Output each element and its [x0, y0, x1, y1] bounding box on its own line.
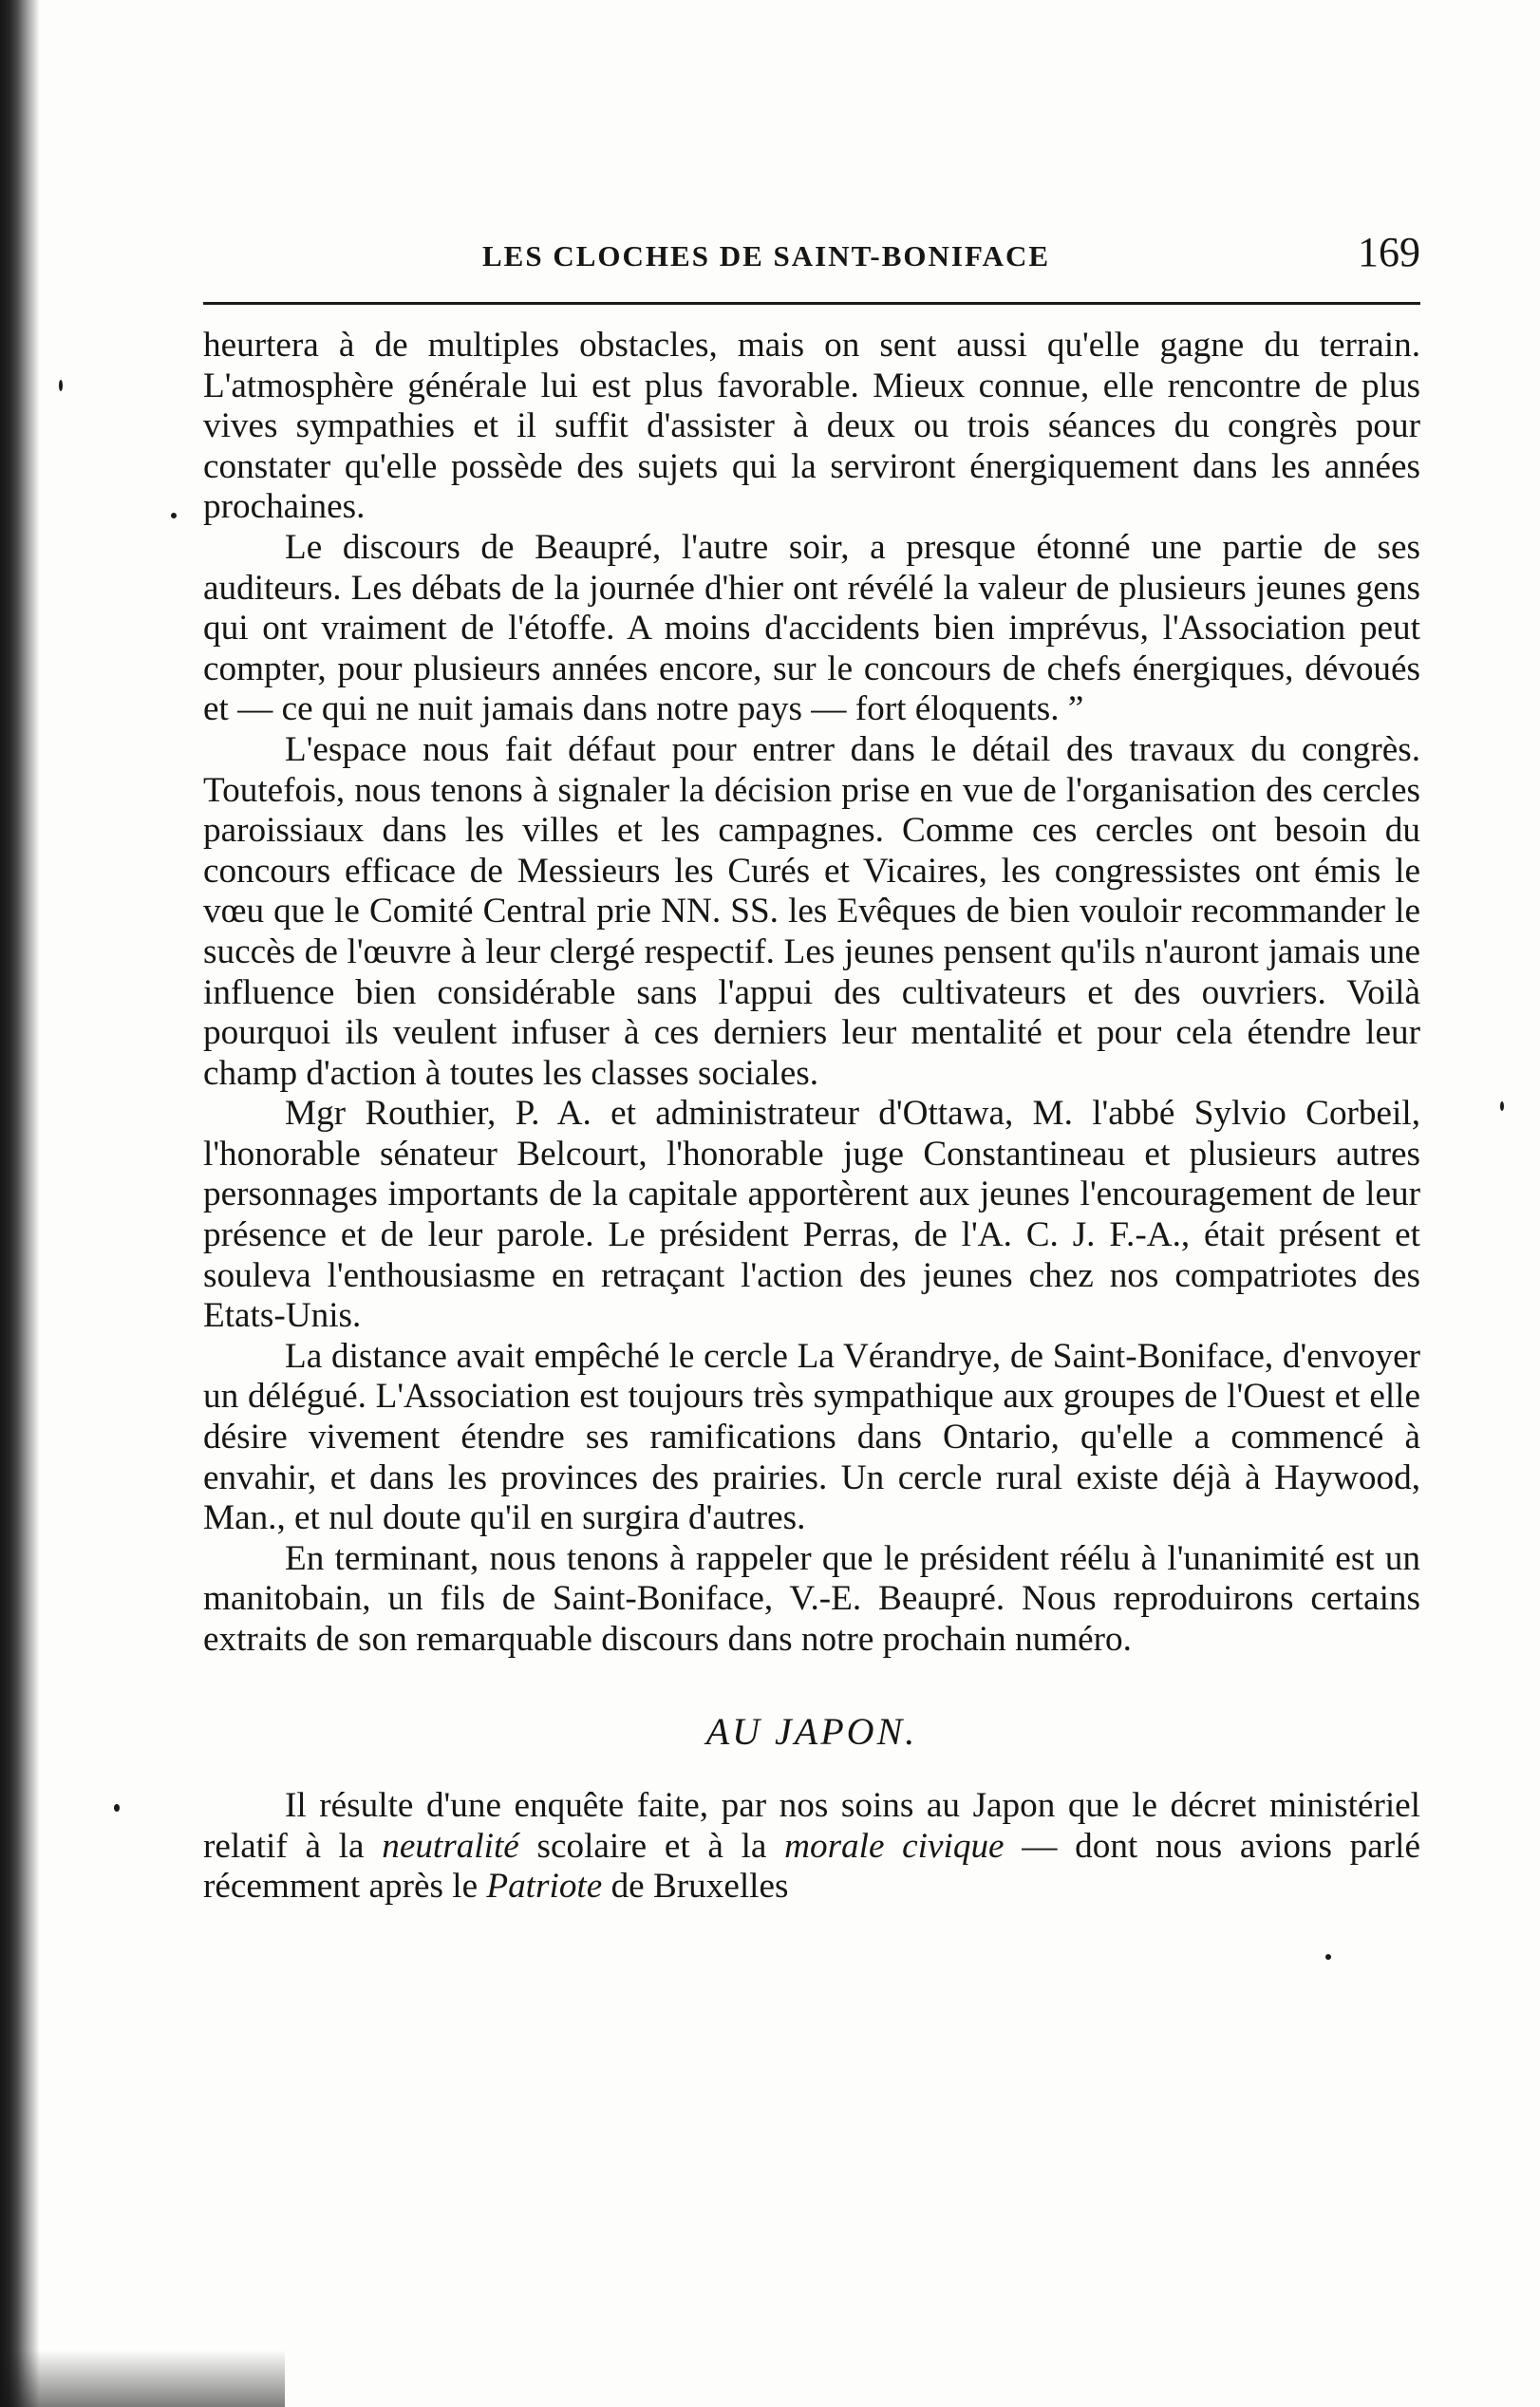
book-binding-edge: [0, 0, 40, 2407]
italic-term: morale civique: [784, 1826, 1005, 1866]
paragraph-6: En terminant, nous tenons à rappeler que le président réélu à l'unanimité est un manitobain, un fils de Saint-Boniface, V.-E. Beaupré. Nous reproduirons certains extraits de son remarquable discours dans notre prochain numéro.: [203, 1538, 1420, 1659]
paragraph-2: Le discours de Beaupré, l'autre soir, a presque étonné une partie de ses auditeurs. Les débats de la journée d'hier ont révélé la valeur de plusieurs jeunes gens qui ont vraiment de l'étoffe. A moins d'accidents bien imprévus, l'Association peut compter, pour plusieurs années encore, sur le concours de chefs énergiques, dévoués et — ce qui ne nuit jamais dans notre pays — fort éloquents. ”: [203, 527, 1420, 729]
paragraph-5: La distance avait empêché le cercle La Vérandrye, de Saint-Boniface, d'envoyer un délégué. L'Association est toujours très sympathique aux groupes de l'Ouest et elle désire vivement étendre ses ramifications dans Ontario, qu'elle a commencé à envahir, et dans les provinces des prairies. Un cercle rural existe déjà à Haywood, Man., et nul doute qu'il en surgira d'autres.: [203, 1336, 1420, 1538]
paragraph-3: L'espace nous fait défaut pour entrer dans le détail des travaux du congrès. Toutefois, nous tenons à signaler la décision prise en vue de l'organisation des cercles paroissiaux dans les villes et les campagnes. Comme ces cercles ont besoin du concours efficace de Messieurs les Curés et Vicaires, les congressistes ont émis le vœu que le Comité Central prie NN. SS. les Evêques de bien vouloir recommander le succès de l'œuvre à leur clergé respectif. Les jeunes pensent qu'ils n'auront jamais une influence bien considérable sans l'appui des cultivateurs et des ouvriers. Voilà pourquoi ils veulent infuser à ces derniers leur mentalité et pour cela étendre leur champ d'action à toutes les classes sociales.: [203, 729, 1420, 1093]
page-content: [203, 224, 1420, 1908]
text-run: — dont nous avions parlé récemment après le: [203, 1826, 1420, 1907]
article-body: [203, 326, 1420, 1908]
text-run: de Bruxelles: [602, 1867, 789, 1907]
italic-term: Patriote: [486, 1867, 603, 1907]
page-number: 169: [1358, 229, 1420, 275]
running-title: LES CLOCHES DE SAINT-BONIFACE: [482, 239, 1051, 273]
page-shadow: [0, 2350, 285, 2407]
paragraph-1: heurtera à de multiples obstacles, mais on sent aussi qu'elle gagne du terrain. L'atmosphère générale lui est plus favorable. Mieux connue, elle rencontre de plus vives sympathies et il suffit d'assister à deux ou trois séances du congrès pour constater qu'elle possède des sujets qui la serviront énergiquement dans les années prochaines.: [203, 326, 1420, 527]
italic-term: neutralité: [382, 1826, 519, 1866]
text-run: Il résulte d'une enquête faite, par nos soins au Japon que le décret ministériel relatif à la: [203, 1786, 1420, 1866]
paragraph-4: Mgr Routhier, P. A. et administrateur d'Ottawa, M. l'abbé Sylvio Corbeil, l'honorable sénateur Belcourt, l'honorable juge Constantineau et plusieurs autres personnages importants de la capitale apportèrent aux jeunes l'encouragement de leur présence et de leur parole. Le président Perras, de l'A. C. J. F.-A., était présent et souleva l'enthousiasme en retraçant l'action des jeunes chez nos compatriotes des Etats-Unis.: [203, 1094, 1420, 1336]
running-head: [203, 224, 1420, 281]
section-paragraph: [203, 1786, 1420, 1908]
section-title: AU JAPON.: [705, 1709, 918, 1753]
header-rule: [203, 302, 1420, 305]
text-run: scolaire et à la: [518, 1826, 785, 1866]
